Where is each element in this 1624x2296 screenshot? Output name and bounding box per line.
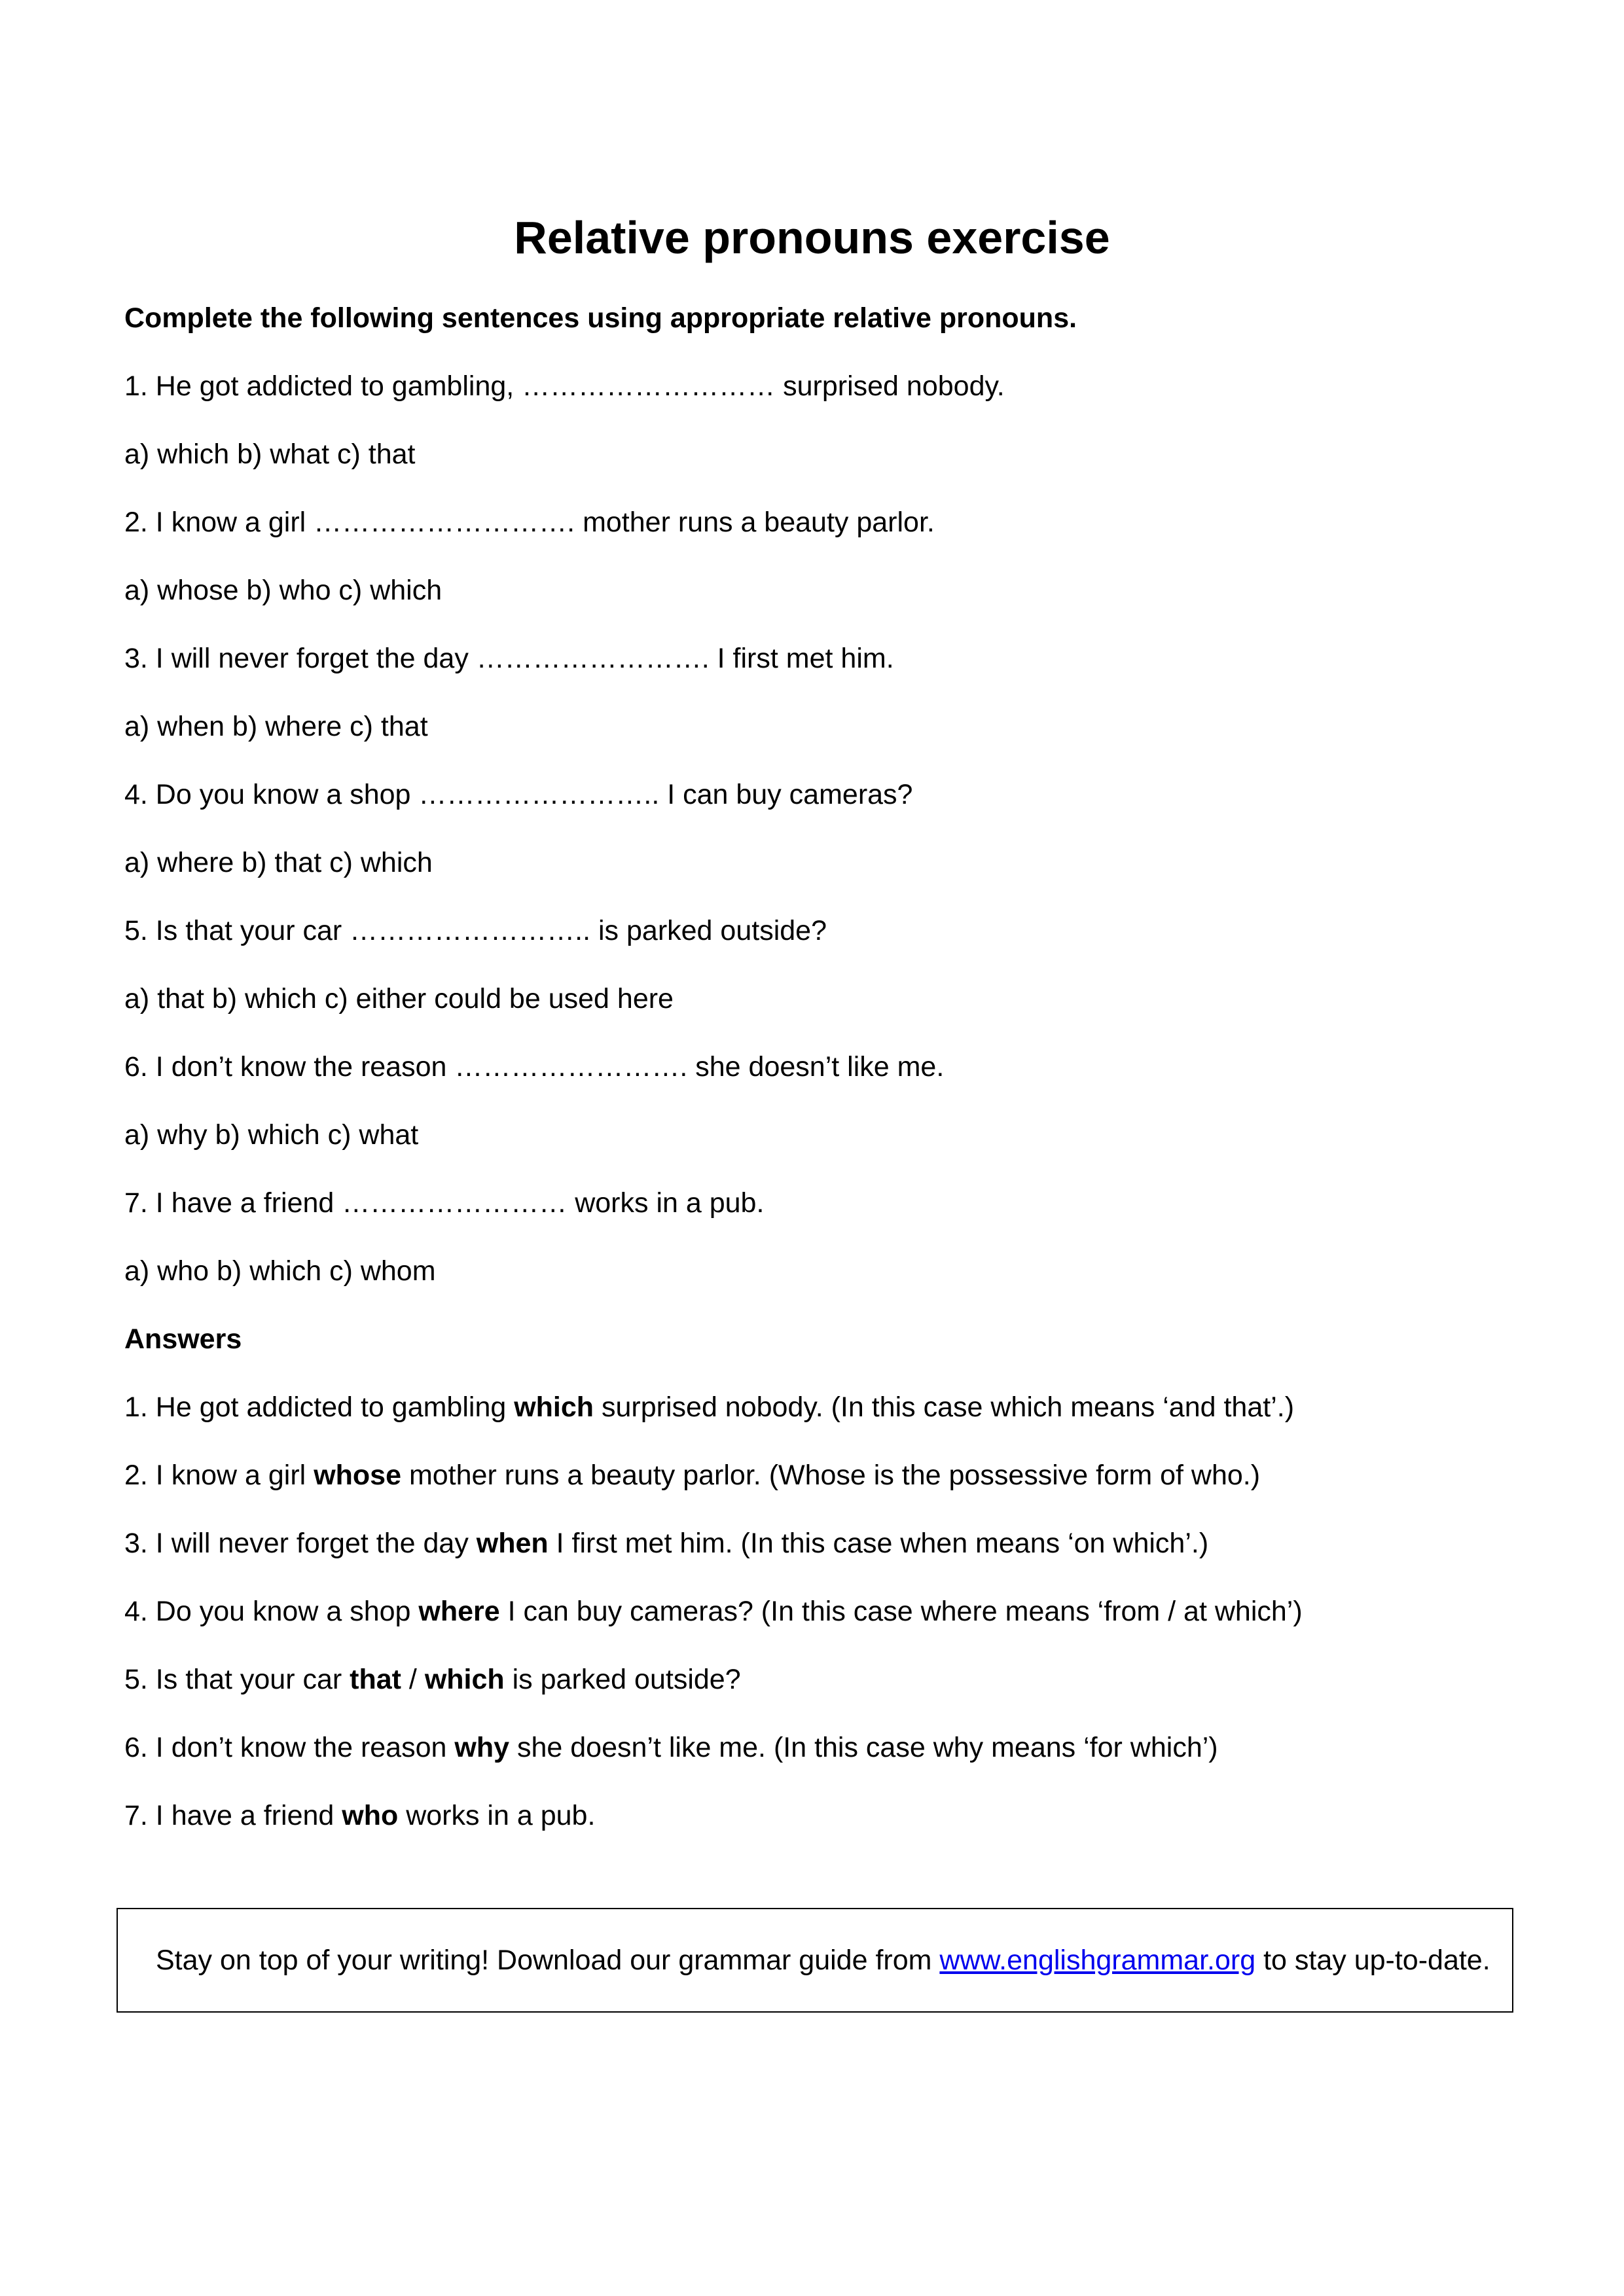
page-title: Relative pronouns exercise [514,212,1110,263]
question-3: 3. I will never forget the day ……………………. I first met him. [124,643,894,674]
instructions: Complete the following sentences using appropriate relative pronouns. [124,302,1077,334]
answer-6-key: why [454,1732,510,1763]
answer-4-key: where [418,1596,500,1627]
answer-2-key: whose [314,1460,401,1491]
answer-5-key-alt: which [424,1664,505,1695]
question-1: 1. He got addicted to gambling, ……………………… surprised nobody. [124,370,1005,402]
question-4-options: a) where b) that c) which [124,847,433,878]
question-7: 7. I have a friend …………………… works in a pub. [124,1187,765,1219]
question-6-options: a) why b) which c) what [124,1119,419,1151]
question-5: 5. Is that your car …………………….. is parked outside? [124,915,827,946]
answer-5-key: that [350,1664,401,1695]
answer-7: 7. I have a friend who works in a pub. [124,1800,596,1831]
answer-4: 4. Do you know a shop where I can buy cameras? (In this case where means ‘from / at which’) [124,1596,1303,1627]
answer-3: 3. I will never forget the day when I first met him. (In this case when means ‘on which’.) [124,1528,1209,1559]
question-4: 4. Do you know a shop …………………….. I can buy cameras? [124,779,913,810]
promo-box [117,1908,1513,2013]
answer-5: 5. Is that your car that / which is parked outside? [124,1664,741,1695]
question-7-options: a) who b) which c) whom [124,1255,436,1287]
question-3-options: a) when b) where c) that [124,711,428,742]
grammar-guide-link[interactable]: www.englishgrammar.org [939,1945,1256,1976]
answer-2: 2. I know a girl whose mother runs a beauty parlor. (Whose is the possessive form of who.) [124,1460,1261,1491]
answer-3-key: when [476,1528,549,1559]
question-1-options: a) which b) what c) that [124,439,416,470]
question-5-options: a) that b) which c) either could be used here [124,983,674,1014]
question-6: 6. I don’t know the reason ……………………. she doesn’t like me. [124,1051,945,1083]
answers-heading: Answers [124,1323,242,1355]
promo-text: Stay on top of your writing! Download our grammar guide from www.englishgrammar.org to stay up-to-date. [156,1945,1490,1976]
question-2: 2. I know a girl ………………………. mother runs a beauty parlor. [124,507,935,538]
answer-6: 6. I don’t know the reason why she doesn’t like me. (In this case why means ‘for which’) [124,1732,1218,1763]
answer-7-key: who [342,1800,399,1831]
answer-1-key: which [514,1391,594,1423]
question-2-options: a) whose b) who c) which [124,575,442,606]
answer-1: 1. He got addicted to gambling which surprised nobody. (In this case which means ‘and that’.) [124,1391,1295,1423]
